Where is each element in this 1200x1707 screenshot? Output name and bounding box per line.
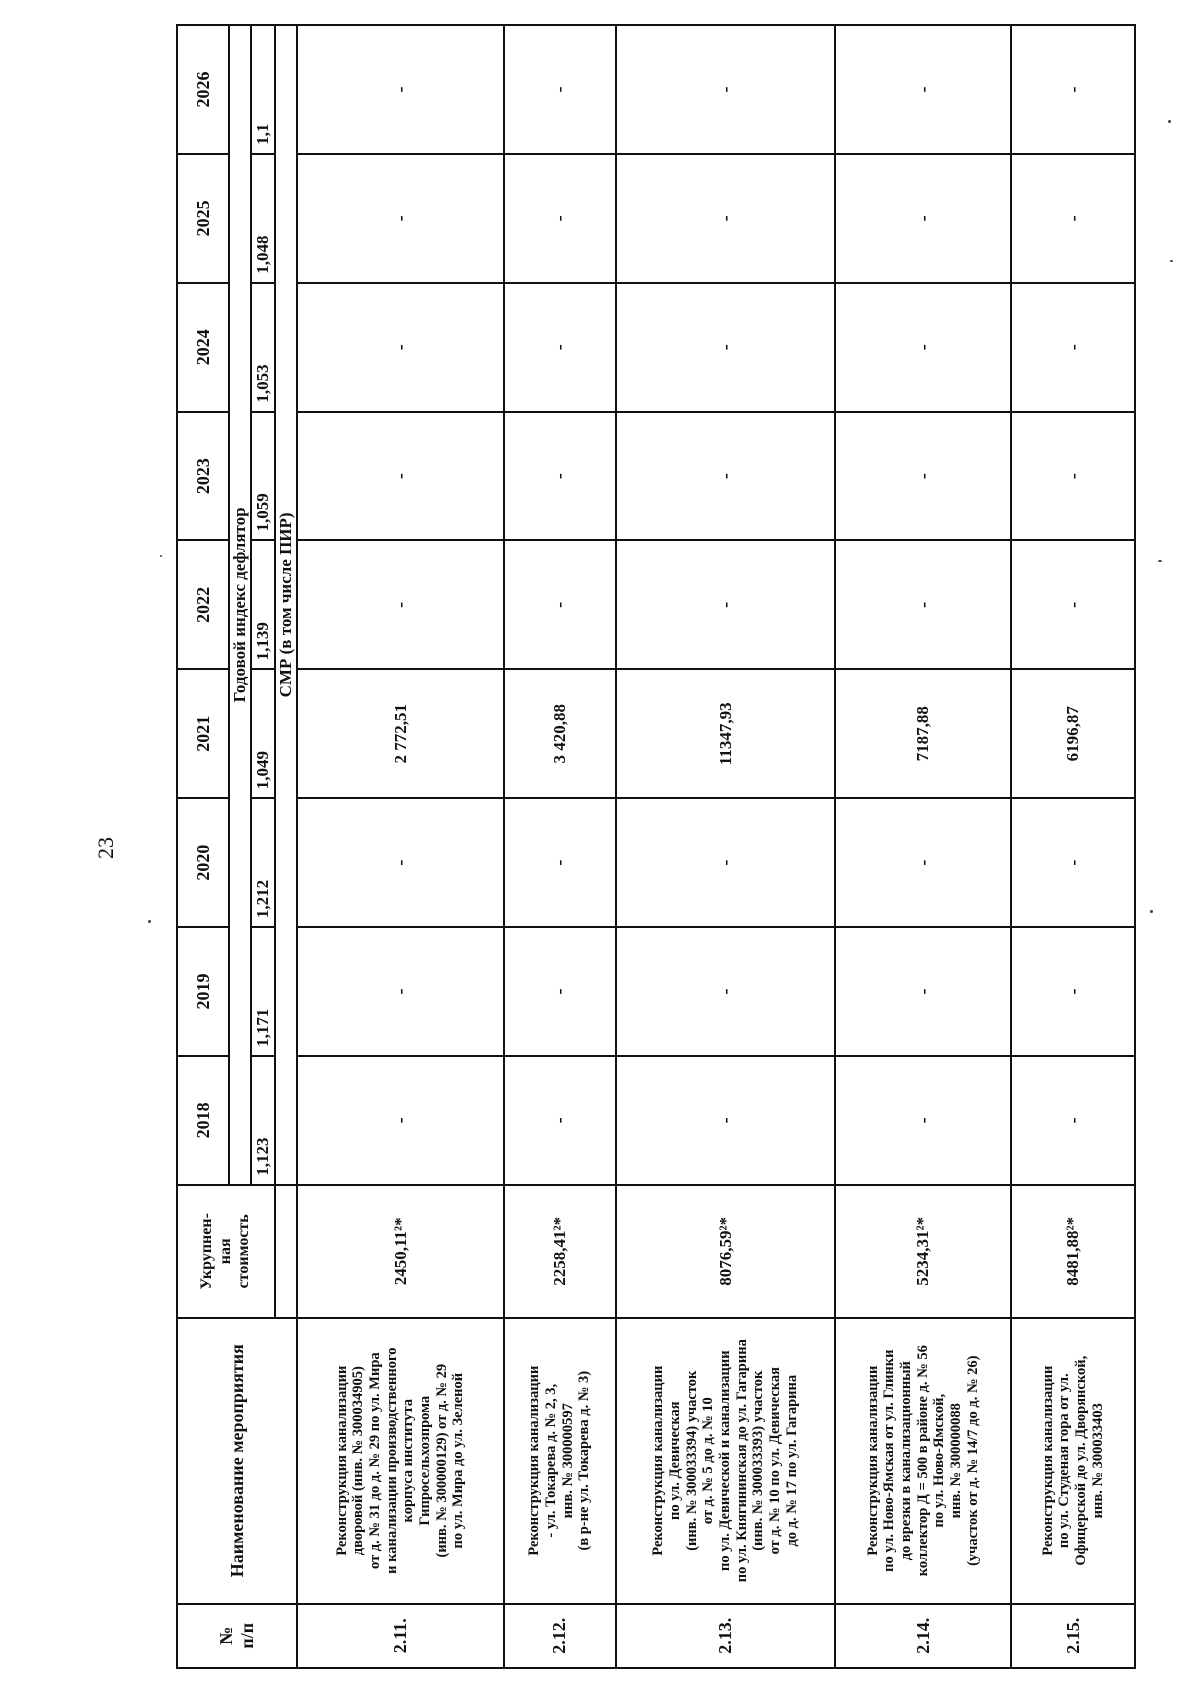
row-cost: 5234,31²* [835,1185,1011,1318]
cell-2019: - [616,927,835,1056]
row-num: 2.13. [616,1604,835,1668]
cell-2026: - [504,25,616,154]
row-num: 2.15. [1011,1604,1135,1668]
header-num: № п/п [177,1604,297,1668]
deflator-2018: 1,123 [252,1055,274,1184]
cost-subheader-blank [275,1185,297,1318]
row-num: 2.11. [297,1604,504,1668]
page-number: 23 [93,837,118,859]
cell-2025: - [1011,154,1135,283]
scan-speck [160,555,162,557]
header-row-years [177,25,229,1668]
cell-2021: 3 420,88 [504,669,616,798]
header-year-2018: 2018 [177,1056,229,1185]
cell-2019: - [835,927,1011,1056]
cell-2024: - [504,283,616,412]
deflator-2024: 1,053 [252,282,274,411]
deflator-2021: 1,049 [252,668,274,797]
cell-2020: - [297,798,504,927]
cell-2024: - [297,283,504,412]
scan-speck [1150,910,1153,913]
cell-2023: - [297,412,504,541]
cell-2026: - [835,25,1011,154]
row-cost: 2258,41²* [504,1185,616,1318]
row-cost: 2450,11²* [297,1185,504,1318]
table-row [835,25,1011,1668]
header-year-2022: 2022 [177,540,229,669]
cell-2023: - [616,412,835,541]
row-name: Реконструкция канализации по ул. Студеная гора от ул. Офицерской до ул. Дворянской, инв. № 300033403 [1011,1318,1135,1604]
cell-2021: 7187,88 [835,669,1011,798]
table-row [1011,25,1135,1668]
rotated-table-container [176,24,1136,1669]
header-year-2020: 2020 [177,798,229,927]
scan-speck [1168,120,1171,123]
deflator-2019: 1,171 [252,926,274,1055]
row-num: 2.12. [504,1604,616,1668]
deflator-2023: 1,059 [252,411,274,540]
cell-2023: - [1011,412,1135,541]
header-year-2025: 2025 [177,154,229,283]
cell-2019: - [1011,927,1135,1056]
table-row [297,25,504,1668]
cell-2026: - [1011,25,1135,154]
smr-label: СМР (в том числе ПИР) [275,25,297,1185]
row-name: Реконструкция канализации по ул. Девичеcкая (инв. № 300033394) участок от д. № 5 до д. № 10 по ул. Девической и канализации по ул. Княгининская до ул. Гагарина (инв. № 300033393) участок от д. № 10 по ул. Девическая до д. № 17 по ул. Гагарина [616,1318,835,1604]
deflator-2022: 1,139 [252,539,274,668]
cell-2021: 6196,87 [1011,669,1135,798]
cell-2023: - [835,412,1011,541]
cell-2026: - [616,25,835,154]
cell-2018: - [1011,1056,1135,1185]
cell-2018: - [835,1056,1011,1185]
cell-2026: - [297,25,504,154]
table-row [504,25,616,1668]
row-cost: 8076,59²* [616,1185,835,1318]
scan-speck [1158,560,1162,562]
cell-2025: - [504,154,616,283]
cell-2022: - [616,540,835,669]
cell-2024: - [616,283,835,412]
header-name: Наименование мероприятия [177,1318,297,1604]
cell-2024: - [835,283,1011,412]
cell-2018: - [504,1056,616,1185]
cell-2018: - [616,1056,835,1185]
cell-2023: - [504,412,616,541]
row-name: Реконструкция канализации - ул. Токарева д. № 2, 3, инв. № 300000597 (в р-не ул. Токарева д. № 3) [504,1318,616,1604]
header-year-2019: 2019 [177,927,229,1056]
table-row [616,25,835,1668]
cell-2021: 11347,93 [616,669,835,798]
header-year-2023: 2023 [177,412,229,541]
deflator-2020: 1,212 [252,797,274,926]
header-cost: Укрупнен- ная стоимость [177,1185,275,1318]
cell-2025: - [297,154,504,283]
cell-2022: - [835,540,1011,669]
deflator-2025: 1,048 [252,153,274,282]
cell-2018: - [297,1056,504,1185]
header-year-2021: 2021 [177,669,229,798]
cell-2020: - [504,798,616,927]
deflator-2026: 1,1 [253,123,272,145]
header-year-2026: 2026 [177,25,229,154]
deflator-values [252,26,274,1184]
deflator-block [229,25,275,1185]
row-name: Реконструкция канализации по ул. Ново-Ямская от ул. Глинки до врезки в канализационный коллектор Д = 500 в районе д. № 56 по ул. Ново-Ямской, инв. № 300000088 (участок от д. № 14/7 до д. № 26) [835,1318,1011,1604]
row-num: 2.14. [835,1604,1011,1668]
cell-2022: - [1011,540,1135,669]
cell-2020: - [616,798,835,927]
cell-2025: - [835,154,1011,283]
cell-2025: - [616,154,835,283]
scan-speck [148,920,151,923]
row-cost: 8481,88²* [1011,1185,1135,1318]
investment-plan-table [176,24,1136,1669]
header-year-2024: 2024 [177,283,229,412]
cell-2019: - [504,927,616,1056]
cell-2020: - [1011,798,1135,927]
deflator-label: Годовой индекс дефлятор [230,26,252,1184]
cell-2024: - [1011,283,1135,412]
cell-2022: - [297,540,504,669]
row-name: Реконструкция канализации дворовой (инв. № 300034905) от д. № 31 до д. № 29 по ул. Мира и канализации производственного корпуса института Гипросельхозпрома (инв. № 300000129) от д. № 29 по ул. Мира до ул. Зеленой [297,1318,504,1604]
cell-2019: - [297,927,504,1056]
cell-2020: - [835,798,1011,927]
scan-speck [1170,260,1173,262]
cell-2021: 2 772,51 [297,669,504,798]
cell-2022: - [504,540,616,669]
